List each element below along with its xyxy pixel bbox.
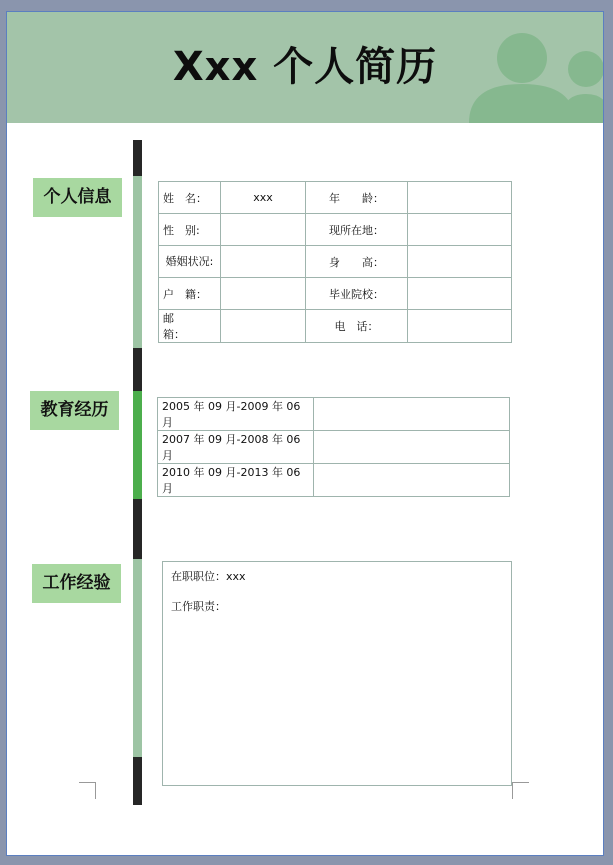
table-row bbox=[159, 214, 512, 246]
table-row bbox=[158, 464, 510, 497]
label-hukou: 户 籍： bbox=[159, 278, 221, 310]
label-marital: 婚姻状况: bbox=[159, 246, 221, 278]
education-period: 2005 年 09 月-2009 年 06 月 bbox=[158, 398, 314, 431]
work-position: 在职职位：xxx bbox=[171, 570, 246, 583]
education-table bbox=[157, 397, 510, 497]
work-duties: 工作职责： bbox=[171, 600, 226, 613]
table-row bbox=[159, 310, 512, 343]
education-period: 2010 年 09 月-2013 年 06 月 bbox=[158, 464, 314, 497]
value-phone[interactable] bbox=[408, 310, 512, 343]
timeline-segment bbox=[133, 176, 142, 348]
label-phone: 电 话： bbox=[306, 310, 408, 343]
timeline-segment bbox=[133, 559, 142, 757]
section-label-education: 教育经历 bbox=[30, 391, 119, 430]
timeline-segment bbox=[133, 348, 142, 391]
label-name: 姓 名： bbox=[159, 182, 221, 214]
education-detail[interactable] bbox=[314, 464, 510, 497]
value-marital[interactable] bbox=[221, 246, 306, 278]
education-period: 2007 年 09 月-2008 年 06 月 bbox=[158, 431, 314, 464]
timeline-segment bbox=[133, 499, 142, 559]
table-row bbox=[159, 278, 512, 310]
education-detail[interactable] bbox=[314, 398, 510, 431]
value-age[interactable] bbox=[408, 182, 512, 214]
table-row bbox=[158, 398, 510, 431]
page-corner-mark bbox=[79, 782, 96, 799]
section-label-personal: 个人信息 bbox=[33, 178, 122, 217]
value-hukou[interactable] bbox=[221, 278, 306, 310]
table-row bbox=[159, 246, 512, 278]
section-label-work: 工作经验 bbox=[32, 564, 121, 603]
education-detail[interactable] bbox=[314, 431, 510, 464]
value-location[interactable] bbox=[408, 214, 512, 246]
timeline-segment bbox=[133, 757, 142, 805]
timeline-segment bbox=[133, 391, 142, 499]
label-gender: 性 别: bbox=[159, 214, 221, 246]
personal-info-table bbox=[158, 181, 512, 343]
header-banner bbox=[7, 12, 603, 123]
table-row bbox=[159, 182, 512, 214]
table-row bbox=[158, 431, 510, 464]
value-name[interactable]: xxx bbox=[221, 182, 306, 214]
page-corner-mark bbox=[512, 782, 529, 799]
label-school: 毕业院校： bbox=[306, 278, 408, 310]
value-school[interactable] bbox=[408, 278, 512, 310]
label-location: 现所在地： bbox=[306, 214, 408, 246]
people-icon bbox=[469, 32, 603, 123]
page-title: Xxx 个人简历 bbox=[172, 44, 438, 90]
value-email[interactable] bbox=[221, 310, 306, 343]
resume-page bbox=[6, 11, 604, 856]
work-experience-box[interactable] bbox=[162, 561, 512, 786]
label-email: 邮 箱： bbox=[159, 310, 221, 343]
timeline-segment bbox=[133, 140, 142, 176]
label-height: 身 高： bbox=[306, 246, 408, 278]
value-gender[interactable] bbox=[221, 214, 306, 246]
label-age: 年 龄： bbox=[306, 182, 408, 214]
value-height[interactable] bbox=[408, 246, 512, 278]
